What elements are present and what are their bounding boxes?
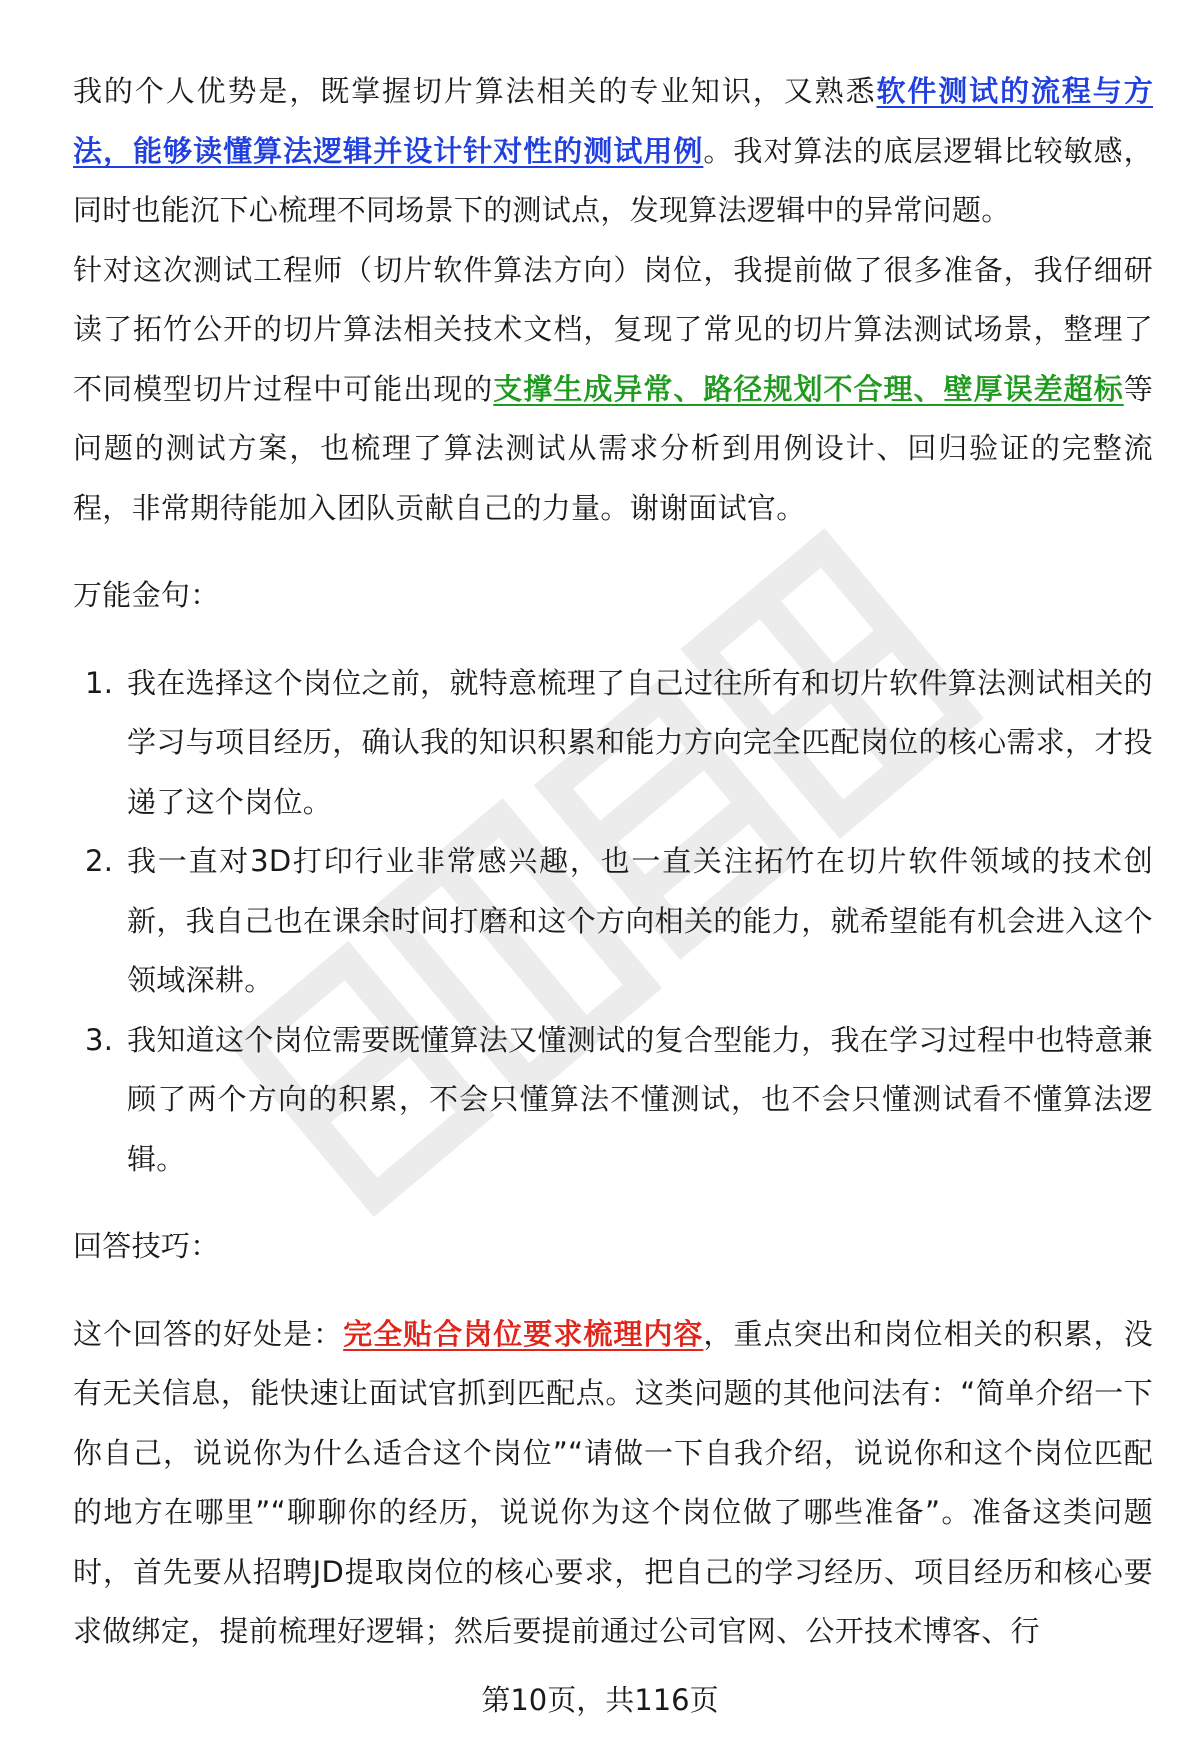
list-item-number: 1. <box>85 665 114 700</box>
highlight-blue: 软件测试的流程与方法，能够读懂算法逻辑并设计针对性的测试用例 <box>73 74 1153 168</box>
section-label-answer-tips: 回答技巧： <box>73 1229 220 1263</box>
list-item <box>73 832 1153 1011</box>
list-item-number: 2. <box>85 844 114 878</box>
list-item <box>73 1011 1153 1190</box>
highlight-red: 完全贴合岗位要求梳理内容 <box>343 1316 704 1351</box>
paragraph-advantage-text-a: 我的个人优势是，既掌握切片算法相关的专业知识，又熟悉 <box>73 74 877 108</box>
paragraph-tips-text-a: 这个回答的好处是： <box>73 1316 344 1351</box>
list-item-text: 我知道这个岗位需要既懂算法又懂测试的复合型能力，我在学习过程中也特意兼顾了两个方向的积累，不会只懂算法不懂测试，也不会只懂测试看不懂算法逻辑。 <box>127 1022 1153 1176</box>
section-label-golden-sentences: 万能金句： <box>73 578 220 612</box>
paragraph-advantage-text-c: 。我对算法的底层逻辑比较敏感，同时也能沉下心梳理不同场景下的测试点，发现算法逻辑中的异常问题。 <box>73 133 1153 227</box>
paragraph-preparation <box>73 241 1153 539</box>
paragraph-preparation-text-c: 等问题的测试方案，也梳理了算法测试从需求分析到用例设计、回归验证的完整流程，非常期待能加入团队贡献自己的力量。谢谢面试官。 <box>73 371 1153 525</box>
paragraph-tips <box>73 1305 1153 1662</box>
main-content <box>73 62 1153 1662</box>
page-number-footer: 第10页，共116页 <box>481 1683 719 1717</box>
golden-sentences-list <box>73 654 1153 1190</box>
list-item <box>73 654 1153 833</box>
paragraph-preparation-text-a: 针对这次测试工程师（切片软件算法方向）岗位，我提前做了很多准备，我仔细研读了拓竹公开的切片算法相关技术文档，复现了常见的切片算法测试场景，整理了不同模型切片过程中可能出现的 <box>73 252 1153 406</box>
list-item-text: 我一直对3D打印行业非常感兴趣，也一直关注拓竹在切片软件领域的技术创新，我自己也在课余时间打磨和这个方向相关的能力，就希望能有机会进入这个领域深耕。 <box>127 844 1153 997</box>
highlight-green: 支撑生成异常、路径规划不合理、壁厚误差超标 <box>493 371 1124 406</box>
list-item-text: 我在选择这个岗位之前，就特意梳理了自己过往所有和切片软件算法测试相关的学习与项目经历，确认我的知识积累和能力方向完全匹配岗位的核心需求，才投递了这个岗位。 <box>127 665 1153 819</box>
list-item-number: 3. <box>85 1022 114 1057</box>
paragraph-advantage <box>73 62 1153 241</box>
paragraph-tips-text-c: ，重点突出和岗位相关的积累，没有无关信息，能快速让面试官抓到匹配点。这类问题的其他问法有：“简单介绍一下你自己，说说你为什么适合这个岗位”“请做一下自我介绍，说说你和这个岗位匹配的地方在哪里”“聊聊你的经历，说说你为这个岗位做了哪些准备”。准备这类问题时，首先要从招聘JD提取岗位的核心要求，把自己的学习经历、项目经历和核心要求做绑定，提前梳理好逻辑；然后要提前通过公司官网、公开技术博客、行 <box>73 1316 1153 1648</box>
